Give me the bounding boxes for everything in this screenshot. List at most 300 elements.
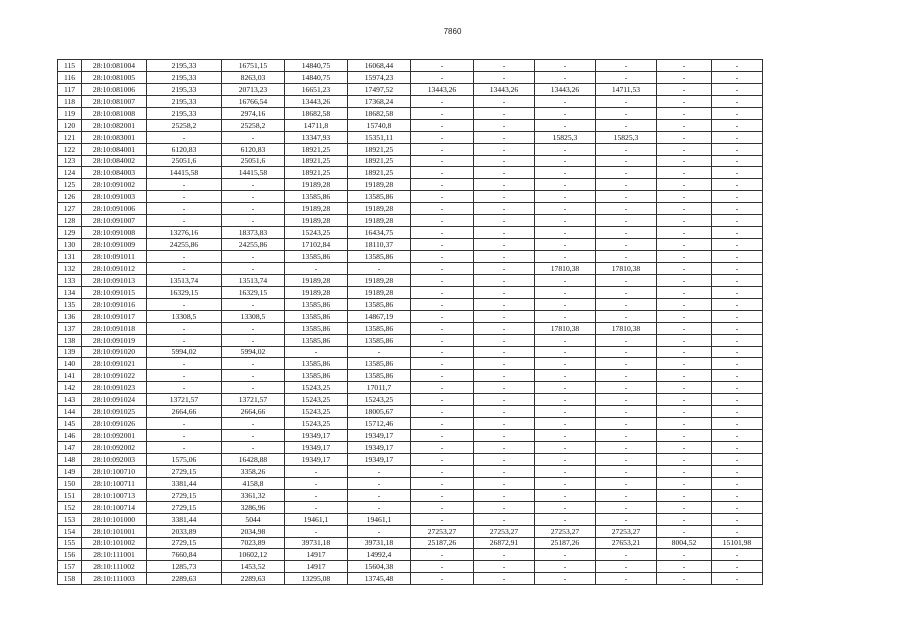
value-cell: - — [712, 60, 763, 72]
row-number-cell: 147 — [58, 442, 82, 454]
value-cell: 3286,96 — [222, 501, 285, 513]
value-cell: - — [222, 251, 285, 263]
value-cell: - — [657, 179, 712, 191]
value-cell: - — [657, 251, 712, 263]
row-number-cell: 143 — [58, 394, 82, 406]
value-cell: 2195,33 — [147, 107, 222, 119]
value-cell: - — [596, 394, 657, 406]
value-cell: - — [222, 334, 285, 346]
value-cell: - — [657, 60, 712, 72]
value-cell: 16434,75 — [348, 227, 411, 239]
value-cell: - — [596, 215, 657, 227]
table-row — [58, 394, 763, 406]
row-number-cell: 153 — [58, 513, 82, 525]
value-cell: 18921,25 — [285, 155, 348, 167]
value-cell: 25051,6 — [222, 155, 285, 167]
value-cell: 25187,26 — [535, 537, 596, 549]
value-cell: - — [596, 251, 657, 263]
value-cell: - — [411, 334, 474, 346]
cadastral-number-cell: 28:10:091022 — [82, 370, 147, 382]
value-cell: 19189,28 — [285, 274, 348, 286]
value-cell: - — [712, 465, 763, 477]
row-number-cell: 119 — [58, 107, 82, 119]
value-cell: - — [535, 346, 596, 358]
value-cell: 16329,15 — [222, 286, 285, 298]
value-cell: 17102,84 — [285, 239, 348, 251]
value-cell: - — [712, 561, 763, 573]
value-cell: 15740,8 — [348, 119, 411, 131]
value-cell: - — [712, 346, 763, 358]
value-cell: 2664,66 — [222, 406, 285, 418]
row-number-cell: 142 — [58, 382, 82, 394]
value-cell: - — [657, 453, 712, 465]
value-cell: - — [657, 83, 712, 95]
value-cell: 14840,75 — [285, 71, 348, 83]
value-cell: - — [535, 442, 596, 454]
table-row — [58, 310, 763, 322]
row-number-cell: 135 — [58, 298, 82, 310]
value-cell: - — [657, 71, 712, 83]
cadastral-number-cell: 28:10:084003 — [82, 167, 147, 179]
value-cell: - — [712, 95, 763, 107]
value-cell: - — [535, 119, 596, 131]
value-cell: 18921,25 — [285, 143, 348, 155]
value-cell: - — [411, 262, 474, 274]
row-number-cell: 157 — [58, 561, 82, 573]
table-row — [58, 525, 763, 537]
value-cell: 19349,17 — [285, 442, 348, 454]
cadastral-number-cell: 28:10:101002 — [82, 537, 147, 549]
value-cell: - — [657, 203, 712, 215]
value-cell: - — [657, 442, 712, 454]
value-cell: - — [657, 513, 712, 525]
value-cell: - — [411, 418, 474, 430]
row-number-cell: 151 — [58, 489, 82, 501]
value-cell: - — [147, 370, 222, 382]
value-cell: 15825,3 — [596, 131, 657, 143]
cadastral-number-cell: 28:10:081004 — [82, 60, 147, 72]
table-row — [58, 537, 763, 549]
value-cell: - — [596, 191, 657, 203]
value-cell: 1575,06 — [147, 453, 222, 465]
value-cell: - — [411, 95, 474, 107]
value-cell: - — [535, 477, 596, 489]
value-cell: 19189,28 — [348, 215, 411, 227]
value-cell: - — [222, 370, 285, 382]
value-cell: - — [474, 227, 535, 239]
value-cell: 25258,2 — [147, 119, 222, 131]
value-cell: - — [535, 453, 596, 465]
value-cell: - — [222, 191, 285, 203]
value-cell: - — [222, 215, 285, 227]
table-body — [58, 60, 763, 585]
value-cell: - — [411, 489, 474, 501]
value-cell: 13721,57 — [222, 394, 285, 406]
value-cell: 8004,52 — [657, 537, 712, 549]
value-cell: - — [657, 155, 712, 167]
value-cell: 2195,33 — [147, 71, 222, 83]
table-row — [58, 95, 763, 107]
value-cell: 2729,15 — [147, 501, 222, 513]
value-cell: - — [411, 131, 474, 143]
value-cell: - — [474, 262, 535, 274]
value-cell: - — [596, 298, 657, 310]
value-cell: - — [657, 131, 712, 143]
value-cell: - — [535, 274, 596, 286]
table-row — [58, 406, 763, 418]
value-cell: 13295,08 — [285, 573, 348, 585]
value-cell: 26872,91 — [474, 537, 535, 549]
value-cell: - — [596, 143, 657, 155]
value-cell: 19189,28 — [348, 274, 411, 286]
value-cell: - — [657, 465, 712, 477]
value-cell: 15243,25 — [285, 406, 348, 418]
value-cell: - — [285, 489, 348, 501]
value-cell: - — [411, 453, 474, 465]
value-cell: 3381,44 — [147, 513, 222, 525]
value-cell: 14840,75 — [285, 60, 348, 72]
cadastral-number-cell: 28:10:091012 — [82, 262, 147, 274]
value-cell: 19189,28 — [348, 179, 411, 191]
value-cell: - — [712, 382, 763, 394]
value-cell: 19189,28 — [285, 179, 348, 191]
value-cell: - — [222, 131, 285, 143]
table-row — [58, 155, 763, 167]
value-cell: - — [712, 489, 763, 501]
value-cell: 19349,17 — [348, 430, 411, 442]
value-cell: 2289,63 — [222, 573, 285, 585]
row-number-cell: 141 — [58, 370, 82, 382]
table-row — [58, 501, 763, 513]
value-cell: 13513,74 — [222, 274, 285, 286]
value-cell: - — [411, 370, 474, 382]
table-row — [58, 227, 763, 239]
value-cell: - — [147, 215, 222, 227]
value-cell: - — [712, 203, 763, 215]
value-cell: 15243,25 — [285, 227, 348, 239]
value-cell: - — [535, 191, 596, 203]
value-cell: 19189,28 — [348, 286, 411, 298]
value-cell: - — [657, 119, 712, 131]
value-cell: - — [712, 83, 763, 95]
cadastral-number-cell: 28:10:091011 — [82, 251, 147, 263]
value-cell: - — [657, 418, 712, 430]
value-cell: - — [411, 549, 474, 561]
cadastral-number-cell: 28:10:091007 — [82, 215, 147, 227]
value-cell: - — [411, 107, 474, 119]
value-cell: 19189,28 — [348, 203, 411, 215]
value-cell: - — [474, 489, 535, 501]
value-cell: 39731,18 — [285, 537, 348, 549]
value-cell: - — [474, 513, 535, 525]
value-cell: - — [474, 239, 535, 251]
value-cell: 13347,93 — [285, 131, 348, 143]
value-cell: - — [596, 430, 657, 442]
value-cell: - — [535, 215, 596, 227]
value-cell: - — [474, 334, 535, 346]
value-cell: - — [474, 561, 535, 573]
value-cell: - — [474, 107, 535, 119]
cadastral-number-cell: 28:10:111003 — [82, 573, 147, 585]
value-cell: - — [411, 155, 474, 167]
value-cell: 13308,5 — [222, 310, 285, 322]
value-cell: 2195,33 — [147, 95, 222, 107]
value-cell: 3361,32 — [222, 489, 285, 501]
value-cell: - — [712, 501, 763, 513]
value-cell: - — [474, 573, 535, 585]
value-cell: 18921,25 — [285, 167, 348, 179]
row-number-cell: 146 — [58, 430, 82, 442]
cadastral-number-cell: 28:10:092002 — [82, 442, 147, 454]
value-cell: - — [657, 394, 712, 406]
value-cell: 19189,28 — [285, 286, 348, 298]
value-cell: 19461,1 — [285, 513, 348, 525]
value-cell: 18921,25 — [348, 143, 411, 155]
table-row — [58, 573, 763, 585]
cadastral-number-cell: 28:10:091002 — [82, 179, 147, 191]
value-cell: - — [657, 310, 712, 322]
table-row — [58, 418, 763, 430]
value-cell: - — [657, 322, 712, 334]
table-row — [58, 430, 763, 442]
value-cell: - — [348, 262, 411, 274]
value-cell: - — [657, 501, 712, 513]
value-cell: - — [411, 430, 474, 442]
cadastral-number-cell: 28:10:091026 — [82, 418, 147, 430]
value-cell: - — [474, 453, 535, 465]
value-cell: - — [657, 191, 712, 203]
cadastral-number-cell: 28:10:111002 — [82, 561, 147, 573]
value-cell: 18682,58 — [348, 107, 411, 119]
value-cell: - — [535, 60, 596, 72]
value-cell: - — [411, 406, 474, 418]
cadastral-number-cell: 28:10:091023 — [82, 382, 147, 394]
value-cell: - — [535, 251, 596, 263]
value-cell: - — [596, 370, 657, 382]
table-row — [58, 83, 763, 95]
value-cell: 13585,86 — [348, 322, 411, 334]
row-number-cell: 158 — [58, 573, 82, 585]
value-cell: 13308,5 — [147, 310, 222, 322]
cadastral-number-cell: 28:10:101000 — [82, 513, 147, 525]
value-cell: - — [411, 346, 474, 358]
row-number-cell: 149 — [58, 465, 82, 477]
value-cell: - — [147, 358, 222, 370]
value-cell: - — [147, 382, 222, 394]
row-number-cell: 137 — [58, 322, 82, 334]
value-cell: 14415,58 — [222, 167, 285, 179]
value-cell: - — [348, 501, 411, 513]
value-cell: - — [535, 513, 596, 525]
value-cell: - — [535, 358, 596, 370]
value-cell: - — [147, 430, 222, 442]
value-cell: 13585,86 — [285, 251, 348, 263]
value-cell: - — [657, 430, 712, 442]
value-cell: - — [147, 418, 222, 430]
value-cell: - — [474, 131, 535, 143]
value-cell: - — [474, 310, 535, 322]
value-cell: - — [712, 298, 763, 310]
row-number-cell: 126 — [58, 191, 82, 203]
value-cell: - — [712, 239, 763, 251]
value-cell: - — [348, 346, 411, 358]
value-cell: 5994,02 — [222, 346, 285, 358]
value-cell: 13443,26 — [411, 83, 474, 95]
value-cell: - — [596, 107, 657, 119]
value-cell: - — [596, 573, 657, 585]
value-cell: 13585,86 — [285, 298, 348, 310]
value-cell: - — [411, 513, 474, 525]
value-cell: - — [474, 477, 535, 489]
value-cell: - — [411, 274, 474, 286]
row-number-cell: 120 — [58, 119, 82, 131]
row-number-cell: 118 — [58, 95, 82, 107]
value-cell: 27653,21 — [596, 537, 657, 549]
value-cell: 14415,58 — [147, 167, 222, 179]
value-cell: - — [596, 406, 657, 418]
value-cell: - — [474, 430, 535, 442]
table-row — [58, 298, 763, 310]
value-cell: 15243,25 — [285, 382, 348, 394]
value-cell: - — [474, 179, 535, 191]
value-cell: 16751,15 — [222, 60, 285, 72]
value-cell: - — [657, 143, 712, 155]
cadastral-number-cell: 28:10:084002 — [82, 155, 147, 167]
value-cell: - — [411, 203, 474, 215]
value-cell: - — [596, 382, 657, 394]
value-cell: 17497,52 — [348, 83, 411, 95]
table-row — [58, 203, 763, 215]
value-cell: - — [474, 501, 535, 513]
table-row — [58, 382, 763, 394]
value-cell: 17810,38 — [535, 322, 596, 334]
row-number-cell: 152 — [58, 501, 82, 513]
value-cell: - — [596, 155, 657, 167]
value-cell: - — [535, 167, 596, 179]
value-cell: - — [474, 549, 535, 561]
value-cell: 18373,83 — [222, 227, 285, 239]
row-number-cell: 144 — [58, 406, 82, 418]
value-cell: - — [712, 155, 763, 167]
value-cell: - — [411, 167, 474, 179]
value-cell: - — [596, 477, 657, 489]
value-cell: 2729,15 — [147, 489, 222, 501]
cadastral-number-cell: 28:10:091024 — [82, 394, 147, 406]
row-number-cell: 117 — [58, 83, 82, 95]
table-row — [58, 251, 763, 263]
cadastral-number-cell: 28:10:091013 — [82, 274, 147, 286]
cadastral-number-cell: 28:10:091021 — [82, 358, 147, 370]
value-cell: - — [596, 167, 657, 179]
value-cell: 15243,25 — [285, 394, 348, 406]
table-row — [58, 191, 763, 203]
value-cell: 6120,83 — [222, 143, 285, 155]
value-cell: - — [411, 286, 474, 298]
value-cell: - — [222, 262, 285, 274]
value-cell: - — [474, 465, 535, 477]
value-cell: 13585,86 — [285, 191, 348, 203]
value-cell: - — [712, 525, 763, 537]
value-cell: - — [285, 262, 348, 274]
value-cell: 2195,33 — [147, 83, 222, 95]
value-cell: 14867,19 — [348, 310, 411, 322]
value-cell: - — [535, 310, 596, 322]
value-cell: 27253,27 — [411, 525, 474, 537]
row-number-cell: 128 — [58, 215, 82, 227]
value-cell: - — [712, 513, 763, 525]
value-cell: - — [657, 489, 712, 501]
value-cell: - — [596, 71, 657, 83]
value-cell: 14917 — [285, 561, 348, 573]
value-cell: - — [285, 477, 348, 489]
value-cell: - — [474, 203, 535, 215]
table-row — [58, 167, 763, 179]
value-cell: - — [596, 489, 657, 501]
value-cell: - — [411, 71, 474, 83]
value-cell: - — [147, 203, 222, 215]
value-cell: - — [411, 298, 474, 310]
value-cell: 17011,7 — [348, 382, 411, 394]
value-cell: - — [535, 430, 596, 442]
value-cell: - — [657, 358, 712, 370]
value-cell: - — [474, 358, 535, 370]
value-cell: - — [411, 322, 474, 334]
value-cell: - — [657, 239, 712, 251]
table-row — [58, 465, 763, 477]
cadastral-number-cell: 28:10:091015 — [82, 286, 147, 298]
value-cell: - — [535, 334, 596, 346]
value-cell: - — [535, 418, 596, 430]
value-cell: 14711,53 — [596, 83, 657, 95]
value-cell: 19349,17 — [348, 453, 411, 465]
cadastral-number-cell: 28:10:092003 — [82, 453, 147, 465]
row-number-cell: 116 — [58, 71, 82, 83]
row-number-cell: 123 — [58, 155, 82, 167]
value-cell: 13443,26 — [285, 95, 348, 107]
cadastral-number-cell: 28:10:091016 — [82, 298, 147, 310]
value-cell: - — [596, 465, 657, 477]
value-cell: - — [657, 382, 712, 394]
value-cell: - — [285, 501, 348, 513]
value-cell: - — [712, 215, 763, 227]
value-cell: 16329,15 — [147, 286, 222, 298]
value-cell: 7023,89 — [222, 537, 285, 549]
value-cell: - — [535, 573, 596, 585]
value-cell: - — [596, 358, 657, 370]
value-cell: - — [535, 561, 596, 573]
value-cell: - — [147, 334, 222, 346]
value-cell: 15243,25 — [348, 394, 411, 406]
value-cell: - — [474, 60, 535, 72]
value-cell: - — [596, 418, 657, 430]
value-cell: 27253,27 — [474, 525, 535, 537]
value-cell: - — [712, 107, 763, 119]
value-cell: 39731,18 — [348, 537, 411, 549]
value-cell: 13585,86 — [348, 298, 411, 310]
value-cell: - — [474, 251, 535, 263]
cadastral-number-cell: 28:10:100713 — [82, 489, 147, 501]
table-row — [58, 119, 763, 131]
table-row — [58, 561, 763, 573]
value-cell: 2729,15 — [147, 465, 222, 477]
value-cell: - — [712, 406, 763, 418]
table-row — [58, 322, 763, 334]
value-cell: - — [657, 274, 712, 286]
value-cell: - — [411, 60, 474, 72]
value-cell: 15101,98 — [712, 537, 763, 549]
value-cell: - — [348, 477, 411, 489]
value-cell: - — [474, 418, 535, 430]
